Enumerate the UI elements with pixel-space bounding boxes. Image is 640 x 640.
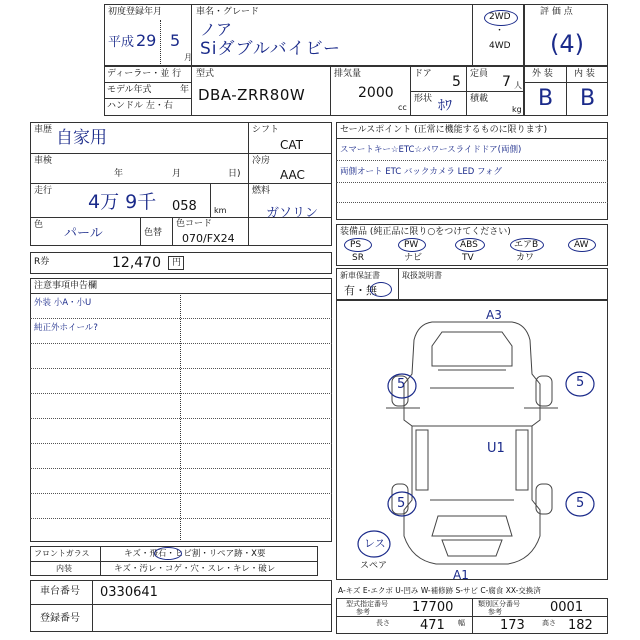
manual-label: 取扱説明書	[402, 271, 442, 280]
equip-sr: SR	[352, 253, 364, 263]
spare-label: スペア	[360, 561, 388, 571]
tire-front-right: 5	[576, 375, 585, 390]
month-unit: 月	[184, 53, 192, 62]
interior-grade: B	[580, 86, 596, 111]
damage-bottom: A1	[453, 568, 469, 582]
shape-label: 形状	[414, 94, 433, 104]
recycle-value: 12,470	[112, 255, 161, 271]
color-change-label: 色替	[144, 228, 163, 238]
drive-4wd: 4WD	[489, 41, 511, 51]
reg-year: 29	[136, 31, 157, 50]
interior-cond-value: キズ・汚レ・コゲ・穴・スレ・キレ・破レ	[114, 564, 276, 574]
color-code-label: 色コード	[176, 219, 213, 229]
usage-value: 自家用	[56, 128, 107, 148]
color-code-value: 070/FX24	[182, 232, 235, 245]
interior-cond-label: 内装	[56, 564, 72, 573]
model-year-unit: 年	[180, 85, 190, 95]
class-no-value: 0001	[550, 600, 584, 615]
notes-line-1: 外装 小A・小U	[34, 298, 92, 308]
car-name: ノア	[200, 20, 233, 39]
capacity-unit: 人	[514, 81, 522, 90]
reg-year-label: 初度登録年月	[108, 7, 163, 17]
sales-line-2: 両側オート ETC バックカメラ LED フォグ	[340, 167, 503, 177]
glass-value: キズ・飛石・ヒビ割・リペア跡・X要	[124, 549, 266, 559]
damage-top: A3	[486, 308, 502, 322]
drive-dot: ・	[495, 26, 505, 36]
equip-pw: PW	[404, 240, 419, 250]
model-year-label: モデル年式	[107, 85, 152, 95]
length-value: 471	[420, 618, 445, 633]
notes-title: 注意事項申告欄	[34, 281, 98, 291]
equipment-title: 装備品 (純正品に限り○をつけてください)	[340, 227, 511, 237]
reg-month: 5	[170, 31, 181, 50]
ac-label: 冷房	[252, 156, 271, 166]
warranty-value: 有・無	[344, 284, 377, 297]
sales-title: セールスポイント (正常に機能するものに限ります)	[340, 125, 548, 135]
mileage-value: 4万 9千	[88, 191, 157, 213]
fuel-label: 燃料	[252, 186, 271, 196]
insp-year-unit: 年	[114, 169, 124, 179]
handle-label: ハンドル 左・右	[107, 101, 173, 111]
width-value: 173	[500, 618, 525, 633]
insp-day-unit: 日)	[228, 169, 241, 179]
exterior-grade: B	[538, 86, 554, 111]
shift-label: シフト	[252, 125, 280, 135]
equip-aw: AW	[574, 240, 589, 250]
eval-label: 評 価 点	[540, 7, 573, 17]
tire-rear-right: 5	[576, 496, 585, 511]
load-label: 積載	[470, 94, 489, 104]
class-no-note: 参考	[488, 608, 502, 616]
notes-line-2: 純正外ホイール?	[34, 323, 98, 333]
kg-unit: kg	[512, 105, 522, 114]
color-value: パール	[64, 226, 103, 241]
model-no-label: 型式指定番号	[346, 600, 388, 608]
damage-center: U1	[487, 441, 505, 456]
cc-unit: cc	[398, 103, 407, 112]
reg-era: 平成	[108, 35, 135, 50]
car-name-label: 車名・グレード	[196, 7, 260, 17]
reg-number-label: 登録番号	[40, 613, 80, 624]
shift-value: CAT	[280, 138, 303, 152]
tire-front-left: 5	[397, 377, 406, 392]
drive-2wd: 2WD	[489, 12, 511, 22]
length-label: 長さ	[376, 619, 390, 627]
equip-tv: TV	[462, 253, 474, 263]
mileage-sub: 058	[172, 199, 197, 214]
capacity-value: 7	[502, 74, 511, 90]
tire-rear-left: 5	[397, 496, 406, 511]
equip-ps: PS	[350, 240, 362, 250]
model-no-value: 17700	[412, 600, 454, 615]
interior-label: 内 装	[574, 69, 595, 79]
chassis-label: 車台番号	[40, 586, 80, 597]
usage-label: 車歴	[34, 125, 53, 135]
dealer-label: ディーラー・並 行	[107, 69, 182, 79]
width-label: 幅	[458, 619, 465, 627]
displacement-label: 排気量	[334, 69, 362, 79]
glass-label: フロントガラス	[34, 549, 90, 558]
inspection-label: 車検	[34, 156, 53, 166]
fuel-value: ガソリン	[266, 206, 319, 221]
type-value: DBA-ZRR80W	[198, 86, 306, 104]
capacity-label: 定員	[470, 69, 489, 79]
ac-value: AAC	[280, 168, 305, 182]
recycle-label: R券	[34, 257, 50, 267]
model-no-note: 参考	[356, 608, 370, 616]
km-unit: km	[214, 206, 227, 215]
yen-unit: 円	[172, 258, 182, 268]
shape-value: ﾎﾜ	[438, 98, 452, 114]
doors-label: ドア	[414, 69, 432, 79]
insp-month-unit: 月	[172, 169, 182, 179]
exterior-label: 外 装	[532, 69, 553, 79]
sales-line-1: スマートキー☆ETC☆パワースライドドア(両側)	[340, 145, 522, 155]
height-value: 182	[568, 618, 593, 633]
eval-score: (4)	[550, 30, 584, 58]
chassis-value: 0330641	[100, 585, 158, 600]
doors-value: 5	[452, 74, 461, 90]
equip-navi: ナビ	[404, 253, 423, 263]
car-grade: Siダブルバイビー	[200, 39, 341, 59]
warranty-label: 新車保証書	[340, 271, 380, 280]
displacement-value: 2000	[358, 85, 394, 101]
equip-abs: ABS	[460, 240, 478, 250]
mileage-label: 走行	[34, 186, 53, 196]
equip-airbag: エアB	[514, 240, 539, 250]
damage-legend: A-キズ E-エクボ U-凹み W-補修跡 S-サビ C-腐食 XX-交換済	[338, 586, 541, 595]
equip-leather: カワ	[516, 253, 535, 263]
spare-value: レス	[364, 537, 386, 550]
color-label: 色	[34, 220, 44, 230]
height-label: 高さ	[542, 619, 556, 627]
type-label: 型式	[196, 69, 215, 79]
class-no-label: 類別区分番号	[478, 600, 520, 608]
